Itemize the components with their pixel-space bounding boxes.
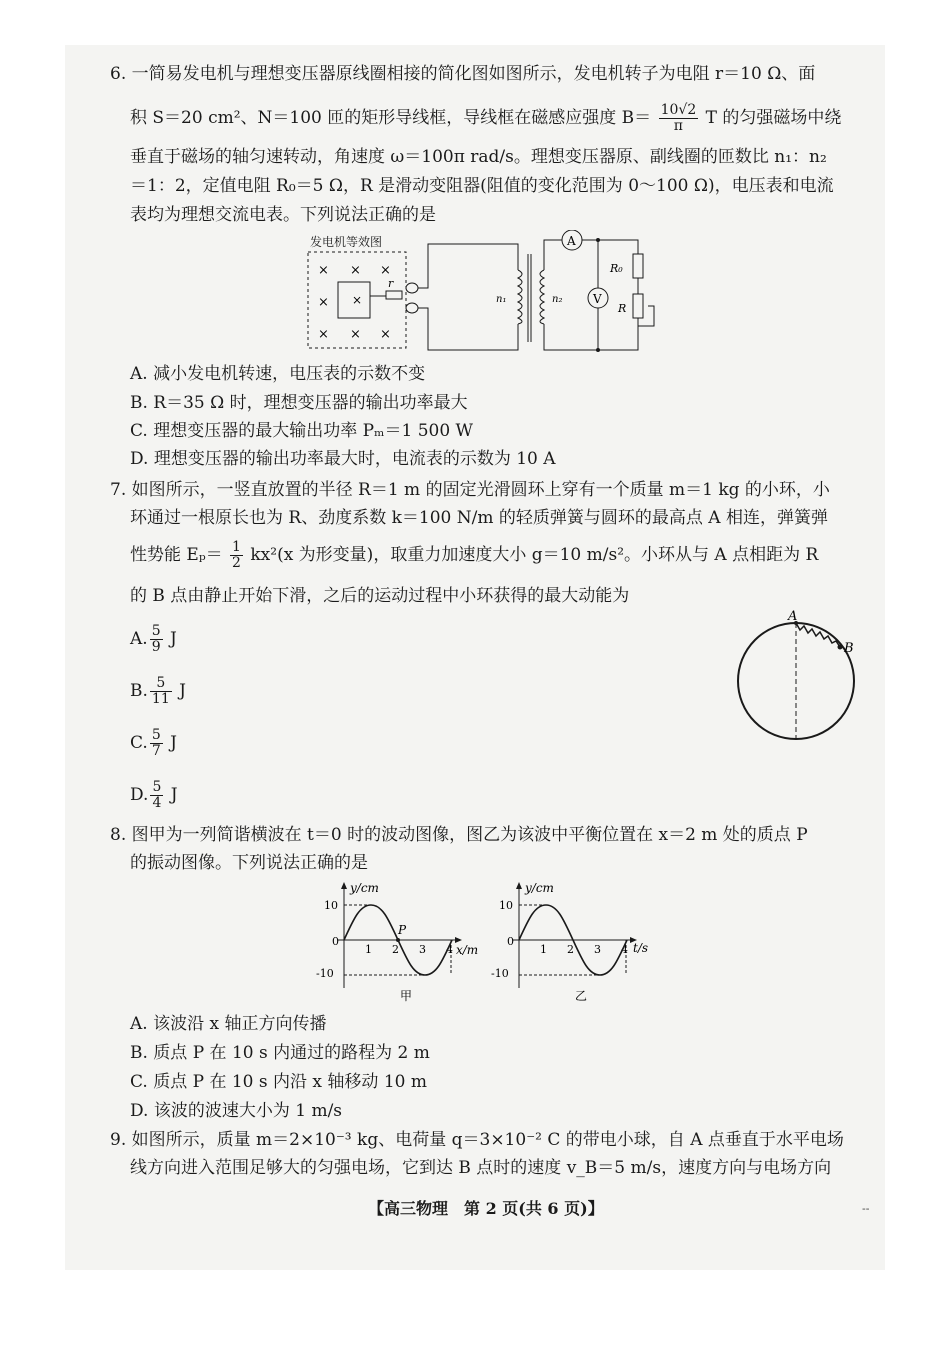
q7-option-fraction: [150, 676, 172, 707]
q9-line-1: 9. 如图所示，质量 m＝2×10⁻³ kg、电荷量 q＝3×10⁻² C 的带电小球，自 A 点垂直于水平电场: [110, 1130, 844, 1150]
q7-small-ring: [838, 645, 843, 650]
q6-b-numerator: 10√2: [660, 102, 697, 118]
q8-g2-tick-x: 2: [567, 943, 574, 956]
q8-g1-tick-y: 10: [324, 899, 338, 912]
q7-option-denominator: 4: [152, 795, 162, 811]
q6-line-3: 垂直于磁场的轴匀速转动，角速度 ω＝100π rad/s。理想变压器原、副线圈的匝数比 n₁：n₂: [130, 147, 827, 167]
q6-fig-n1: n₁: [496, 294, 507, 305]
q6-circuit-figure: [300, 230, 660, 360]
q6-fig-cross: ×: [350, 263, 361, 278]
q8-g2-tick-y: -10: [491, 967, 509, 980]
q7-line-4: 的 B 点由静止开始下滑，之后的运动过程中小环获得的最大动能为: [130, 586, 630, 606]
q6-fig-cross: ×: [318, 327, 329, 342]
q6-fig-wire: [544, 240, 562, 270]
q7-option-fraction: [150, 780, 163, 811]
q8-option-c: C. 质点 P 在 10 s 内沿 x 轴移动 10 m: [130, 1072, 427, 1092]
q6-option-c: C. 理想变压器的最大输出功率 Pₘ＝1 500 W: [130, 421, 474, 441]
q6-fig-node: [596, 238, 600, 242]
q8-g2-xlabel: t/s: [633, 941, 649, 955]
q7-option-a: [130, 624, 177, 655]
q6-option-a: A. 减小发电机转速，电压表的示数不变: [130, 364, 426, 384]
q6-fig-secondary-coil: [540, 270, 544, 324]
q7-option-d: [130, 780, 178, 811]
q7-option-numerator: 5: [151, 727, 161, 743]
q7-option-letter: D.: [130, 785, 149, 805]
q7-option-letter: C.: [130, 733, 148, 753]
q6-fig-wire: [418, 244, 518, 288]
q7-label-a: A: [788, 609, 798, 624]
q6-fig-box-label: 发电机等效图: [310, 235, 383, 249]
q6-fig-r0-label: R₀: [610, 262, 623, 275]
q8-option-b: B. 质点 P 在 10 s 内通过的路程为 2 m: [130, 1043, 430, 1063]
q6-line-1: 6. 一简易发电机与理想变压器原线圈相接的简化图如图所示，发电机转子为电阻 r＝10 Ω、面: [110, 64, 816, 84]
q8-option-d: D. 该波的波速大小为 1 m/s: [130, 1101, 343, 1121]
q7-option-denominator: 11: [151, 691, 170, 707]
q9-line-2: 线方向进入范围足够大的匀强电场，它到达 B 点时的速度 v_B＝5 m/s，速度方向与电场方向: [130, 1158, 832, 1178]
q8-line-2: 的振动图像。下列说法正确的是: [130, 853, 368, 873]
q6-fig-slip-ring: [406, 303, 418, 313]
q7-option-fraction: [150, 728, 163, 759]
q7-half-numerator: 1: [232, 539, 241, 555]
q6-b-denominator: π: [673, 118, 683, 134]
q7-option-unit: J: [170, 785, 178, 805]
q8-g2-tick-x: 3: [594, 943, 601, 956]
q8-g2-y-arrow: [516, 882, 522, 889]
q7-option-numerator: 5: [151, 623, 161, 639]
q7-option-fraction: [150, 624, 163, 655]
q7-option-numerator: 5: [150, 676, 172, 692]
q6-fig-r-var-label: R: [618, 302, 627, 315]
q7-line-3: [130, 540, 818, 571]
q6-fig-cross: ×: [352, 293, 363, 307]
q7-line-3-post: kx²(x 为形变量)，取重力加速度大小 g＝10 m/s²。小环从与 A 点相距为 R: [250, 545, 819, 565]
q8-g1-tick-y: -10: [316, 967, 334, 980]
q6-fig-cross: ×: [380, 327, 391, 342]
q8-g2-tick-y: 0: [507, 935, 514, 948]
q6-line-4: ＝1：2，定值电阻 R₀＝5 Ω，R 是滑动变阻器(阻值的变化范围为 0～100 Ω)，电压表和电流: [130, 176, 834, 196]
q6-fig-cross: ×: [318, 263, 329, 278]
q7-half-fraction: [230, 540, 243, 571]
q6-fig-n2: n₂: [552, 294, 563, 305]
q7-option-unit: J: [170, 629, 177, 649]
q7-line-3-pre: 性势能 Eₚ＝: [130, 545, 223, 565]
q7-option-b: [130, 676, 186, 707]
q6-fig-ammeter-label: A: [567, 234, 576, 248]
q6-line-2-text: 积 S＝20 cm²、N＝100 匝的矩形导线框，导线框在磁感应强度 B＝: [130, 108, 652, 128]
q6-fig-voltmeter-label: V: [593, 292, 602, 306]
q8-g2-tick-x: 1: [540, 943, 547, 956]
page-footer: 【高三物理 第 2 页(共 6 页)】: [368, 1199, 604, 1218]
q8-option-a: A. 该波沿 x 轴正方向传播: [130, 1014, 327, 1034]
q7-option-c: [130, 728, 177, 759]
q6-option-d: D. 理想变压器的输出功率最大时，电流表的示数为 10 A: [130, 449, 556, 469]
q7-option-unit: J: [170, 733, 177, 753]
q8-g2-caption: 乙: [575, 989, 588, 1003]
corner-mark: --: [862, 1202, 870, 1215]
q8-g1-tick-x: 2: [392, 943, 399, 956]
q6-fig-node: [596, 348, 600, 352]
q6-fig-wire: [582, 240, 638, 254]
q6-fig-wire: [544, 318, 638, 350]
q6-fig-primary-coil: [518, 270, 522, 324]
q8-g1-tick-x: 3: [419, 943, 426, 956]
q6-fig-slip-ring: [406, 283, 418, 293]
q7-ring-figure: [730, 608, 870, 742]
q8-line-1: 8. 图甲为一列简谐横波在 t＝0 时的波动图像，图乙为该波中平衡位置在 x＝2 m 处的质点 P: [110, 825, 808, 845]
q8-g1-y-arrow: [341, 882, 347, 889]
q7-label-b: B: [844, 641, 854, 656]
q6-fig-cross: ×: [350, 327, 361, 342]
q6-fig-wire: [638, 306, 654, 326]
q8-g1-tick-y: 0: [332, 935, 339, 948]
q8-g1-ylabel: y/cm: [350, 881, 379, 895]
q6-option-b: B. R＝35 Ω 时，理想变压器的输出功率最大: [130, 393, 468, 413]
q8-vibration-graph-yi: [485, 880, 665, 1005]
q6-fig-r-label: r: [388, 277, 394, 290]
q8-g1-xlabel: x/m: [456, 943, 479, 957]
q6-fig-r-resistor: [386, 291, 402, 299]
q6-line-2-tail: T 的匀强磁场中绕: [705, 108, 842, 128]
q8-wave-graph-jia: [310, 880, 490, 1005]
q7-line-2: 环通过一根原长也为 R、劲度系数 k＝100 N/m 的轻质弹簧与圆环的最高点 A 相连，弹簧弹: [130, 508, 828, 528]
q7-half-denominator: 2: [232, 555, 241, 571]
q7-option-denominator: 7: [151, 743, 161, 759]
q6-fig-cross: ×: [318, 295, 329, 310]
q7-option-letter: A.: [130, 629, 148, 649]
q6-fig-r0-resistor: [633, 254, 643, 278]
q8-g1-tick-x: 4: [446, 943, 453, 956]
q8-g2-tick-x: 4: [621, 943, 628, 956]
q6-fig-wire: [418, 308, 518, 350]
q6-fig-cross: ×: [380, 263, 391, 278]
q7-option-letter: B.: [130, 681, 148, 701]
q7-option-denominator: 9: [151, 639, 161, 655]
q8-g1-caption: 甲: [400, 989, 413, 1003]
q8-g1-tick-x: 1: [365, 943, 372, 956]
q6-fig-rheostat: [633, 294, 643, 318]
q6-line-5: 表均为理想交流电表。下列说法正确的是: [130, 205, 436, 225]
q6-line-2: [130, 103, 841, 134]
q7-line-1: 7. 如图所示，一竖直放置的半径 R＝1 m 的固定光滑圆环上穿有一个质量 m＝1 kg 的小环，小: [110, 480, 830, 500]
q7-option-numerator: 5: [152, 779, 162, 795]
q7-option-unit: J: [179, 681, 186, 701]
q8-g1-point-p: P: [398, 923, 407, 937]
q8-g2-ylabel: y/cm: [525, 881, 554, 895]
q6-b-fraction: [659, 103, 699, 134]
q8-g2-tick-y: 10: [499, 899, 513, 912]
